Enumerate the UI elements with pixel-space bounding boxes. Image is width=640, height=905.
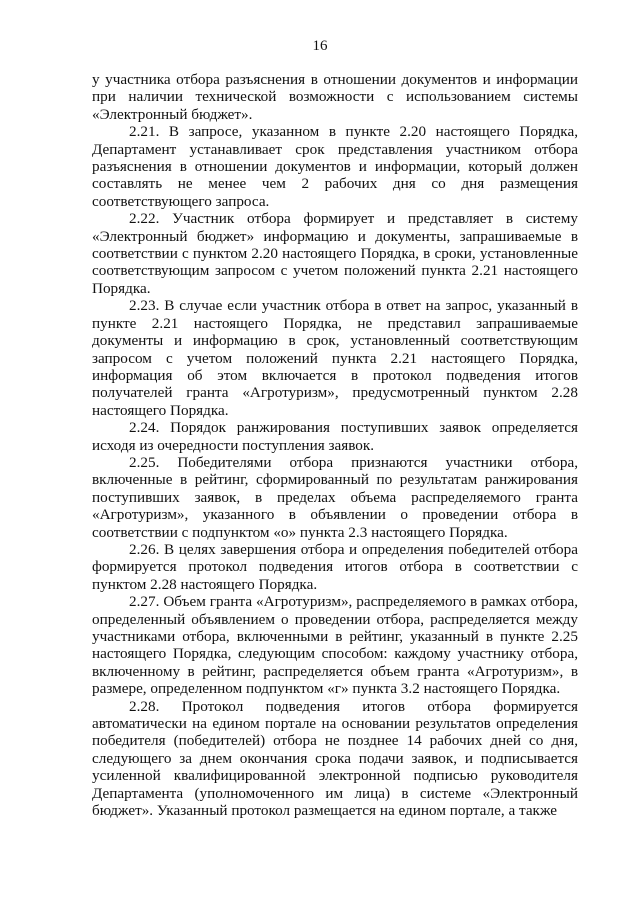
paragraph-continuation: у участника отбора разъяснения в отношении документов и информации при наличии технической возможности с использованием системы «Электронный бюджет». bbox=[92, 71, 578, 123]
page-number: 16 bbox=[312, 38, 328, 54]
paragraph-2-28: 2.28. Протокол подведения итогов отбора формируется автоматически на едином портале на основании результатов определения победителя (победителей) отбора не позднее 14 рабочих дней со дня, следующего за днем окончания срока подачи заявок, и подписывается усиленной квалифицированной электронной подписью руководителя Департамента (уполномоченного им лица) в системе «Электронный бюджет». Указанный протокол размещается на едином портале, а также bbox=[92, 697, 578, 820]
paragraph-2-23: 2.23. В случае если участник отбора в ответ на запрос, указанный в пункте 2.21 настоящего Порядка, не представил запрашиваемые документы и информацию в срок, установленный соответствующим запросом с учетом положений пункта 2.21 настоящего Порядка, информация об этом включается в протокол подведения итогов получателей гранта «Агротуризм», предусмотренный пунктом 2.28 настоящего Порядка. bbox=[92, 297, 578, 419]
paragraph-2-21: 2.21. В запросе, указанном в пункте 2.20 настоящего Порядка, Департамент устанавливает срок представления участником отбора разъяснения в отношении документов и информации, который должен составлять не менее чем 2 рабочих дня со дня размещения соответствующего запроса. bbox=[92, 123, 578, 210]
document-body bbox=[92, 71, 578, 819]
paragraph-2-25: 2.25. Победителями отбора признаются участники отбора, включенные в рейтинг, сформированный по результатам ранжирования поступивших заявок, в пределах объема распределяемого гранта «Агротуризм», указанного в объявлении о проведении отбора в соответствии с подпунктом «о» пункта 2.3 настоящего Порядка. bbox=[92, 453, 578, 541]
paragraph-2-27: 2.27. Объем гранта «Агротуризм», распределяемого в рамках отбора, определенный объявлением о проведении отбора, распределяется между участниками отбора, включенными в рейтинг, указанный в пункте 2.25 настоящего Порядка, следующим способом: каждому участнику отбора, включенному в рейтинг, распределяется объем гранта «Агротуризм», в размере, определенном подпунктом «г» пункта 3.2 настоящего Порядка. bbox=[92, 593, 578, 698]
paragraph-2-24: 2.24. Порядок ранжирования поступивших заявок определяется исходя из очередности поступления заявок. bbox=[92, 419, 578, 454]
paragraph-2-26: 2.26. В целях завершения отбора и определения победителей отбора формируется протокол подведения итогов отбора в соответствии с пунктом 2.28 настоящего Порядка. bbox=[92, 540, 578, 593]
paragraph-2-22: 2.22. Участник отбора формирует и представляет в систему «Электронный бюджет» информацию и документы, запрашиваемые в соответствии с пунктом 2.20 настоящего Порядка, в сроки, установленные соответствующим запросом с учетом положений пункта 2.21 настоящего Порядка. bbox=[92, 210, 578, 297]
